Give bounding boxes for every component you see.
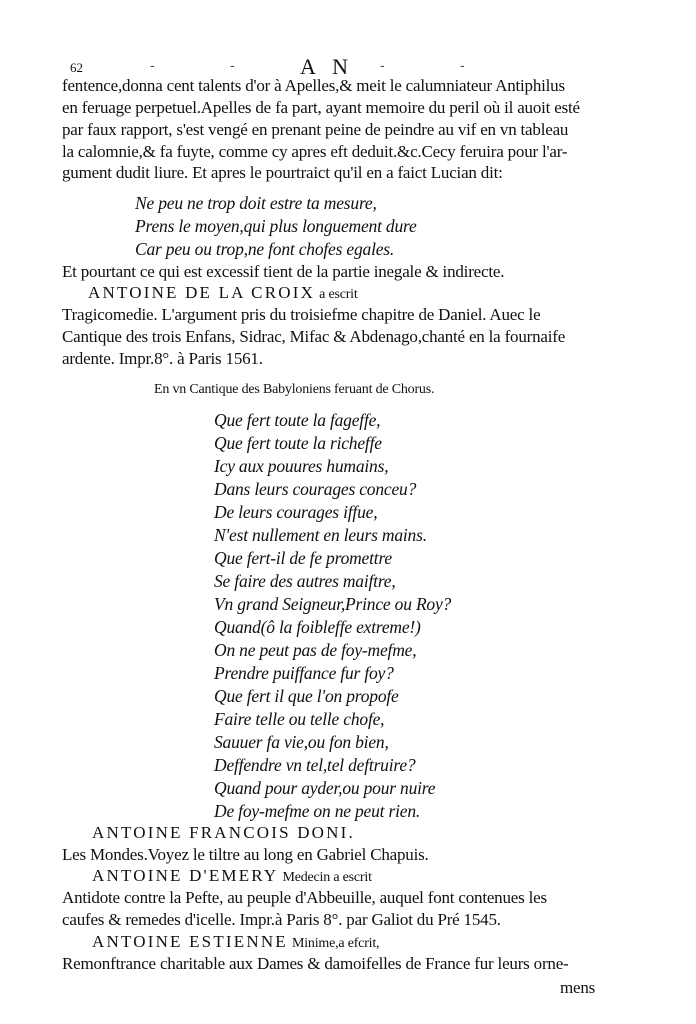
verse-line: Quand(ô la foibleffe extreme!) xyxy=(214,617,421,637)
verse-line: Sauuer fa vie,ou fon bien, xyxy=(214,732,389,752)
verse-line: Prens le moyen,qui plus longuement dure xyxy=(135,216,417,236)
ornament-dash: - xyxy=(150,58,155,74)
prose-line: la calomnie,& fa fuyte, comme cy apres eft deduit.&c.Cecy feruira pour l'ar- xyxy=(62,142,568,161)
folio-number: 62 xyxy=(70,60,83,75)
verse-line: Que fert il que l'on propofe xyxy=(214,686,399,706)
entry-verb: Minime,a efcrit, xyxy=(291,936,380,951)
prose-line: Remonftrance charitable aux Dames & damoifelles de France fur leurs orne- xyxy=(62,954,569,973)
verse-line: Que fert toute la fageffe, xyxy=(214,410,381,430)
verse-line: Que fert-il de fe promettre xyxy=(214,548,392,568)
verse-line: Icy aux pouures humains, xyxy=(214,456,389,476)
verse-line: Faire telle ou telle chofe, xyxy=(214,709,385,729)
verse-line: Vn grand Seigneur,Prince ou Roy? xyxy=(214,594,452,614)
verse-line: Car peu ou trop,ne font chofes egales. xyxy=(135,239,395,259)
entry-heading xyxy=(92,866,372,888)
prose-line: en feruage perpetuel.Apelles de fa part, ayant memoire du peril où il auoit esté xyxy=(62,98,580,117)
verse-line: Quand pour ayder,ou pour nuire xyxy=(214,778,436,798)
entry-heading xyxy=(92,932,379,954)
entry-verb: a escrit xyxy=(319,287,358,302)
verse-line: Deffendre vn tel,tel deftruire? xyxy=(214,755,416,775)
author-name: ANTOINE ESTIENNE xyxy=(92,932,288,951)
verse-line: Que fert toute la richeffe xyxy=(214,433,382,453)
prose-line: caufes & remedes d'icelle. Impr.à Paris 8°. par Galiot du Pré 1545. xyxy=(62,910,501,929)
running-head: A N xyxy=(300,54,355,79)
verse-line: On ne peut pas de foy-mefme, xyxy=(214,640,417,660)
prose-line: Cantique des trois Enfans, Sidrac, Mifac & Abdenago,chanté en la fournaife xyxy=(62,327,566,346)
ornament-dash: - xyxy=(230,58,235,74)
entry-heading xyxy=(88,283,358,305)
verse-line: De foy-mefme on ne peut rien. xyxy=(214,801,421,821)
prose-line: par faux rapport, s'est vengé en prenant peine de peindre au vif en vn tableau xyxy=(62,120,569,139)
author-name: ANTOINE FRANCOIS DONI. xyxy=(92,823,355,842)
ornament-dash: - xyxy=(460,58,465,74)
catchword: mens xyxy=(560,978,596,997)
verse-line: De leurs courages iffue, xyxy=(214,502,378,522)
verse-line: N'est nullement en leurs mains. xyxy=(214,525,427,545)
prose-line: fentence,donna cent talents d'or à Apelles,& meit le calumniateur Antiphilus xyxy=(62,76,565,95)
author-name: ANTOINE DE LA CROIX xyxy=(88,283,316,302)
entry-verb: Medecin a escrit xyxy=(282,870,372,885)
prose-line: Antidote contre la Pefte, au peuple d'Abbeuille, auquel font contenues les xyxy=(62,888,547,907)
prose-line: Tragicomedie. L'argument pris du troisiefme chapitre de Daniel. Auec le xyxy=(62,305,541,324)
prose-line: Et pourtant ce qui est excessif tient de la partie inegale & indirecte. xyxy=(62,262,505,281)
prose-line: gument dudit liure. Et apres le pourtraict qu'il en a faict Lucian dit: xyxy=(62,163,503,182)
prose-line: ardente. Impr.8°. à Paris 1561. xyxy=(62,349,263,368)
prose-line: Les Mondes.Voyez le tiltre au long en Gabriel Chapuis. xyxy=(62,845,429,864)
author-name: ANTOINE D'EMERY xyxy=(92,866,279,885)
cantique-title: En vn Cantique des Babyloniens feruant de Chorus. xyxy=(154,382,435,397)
ornament-dash: - xyxy=(380,58,385,74)
verse-line: Prendre puiffance fur foy? xyxy=(214,663,394,683)
verse-line: Se faire des autres maiftre, xyxy=(214,571,396,591)
verse-line: Ne peu ne trop doit estre ta mesure, xyxy=(135,193,377,213)
verse-line: Dans leurs courages conceu? xyxy=(214,479,417,499)
